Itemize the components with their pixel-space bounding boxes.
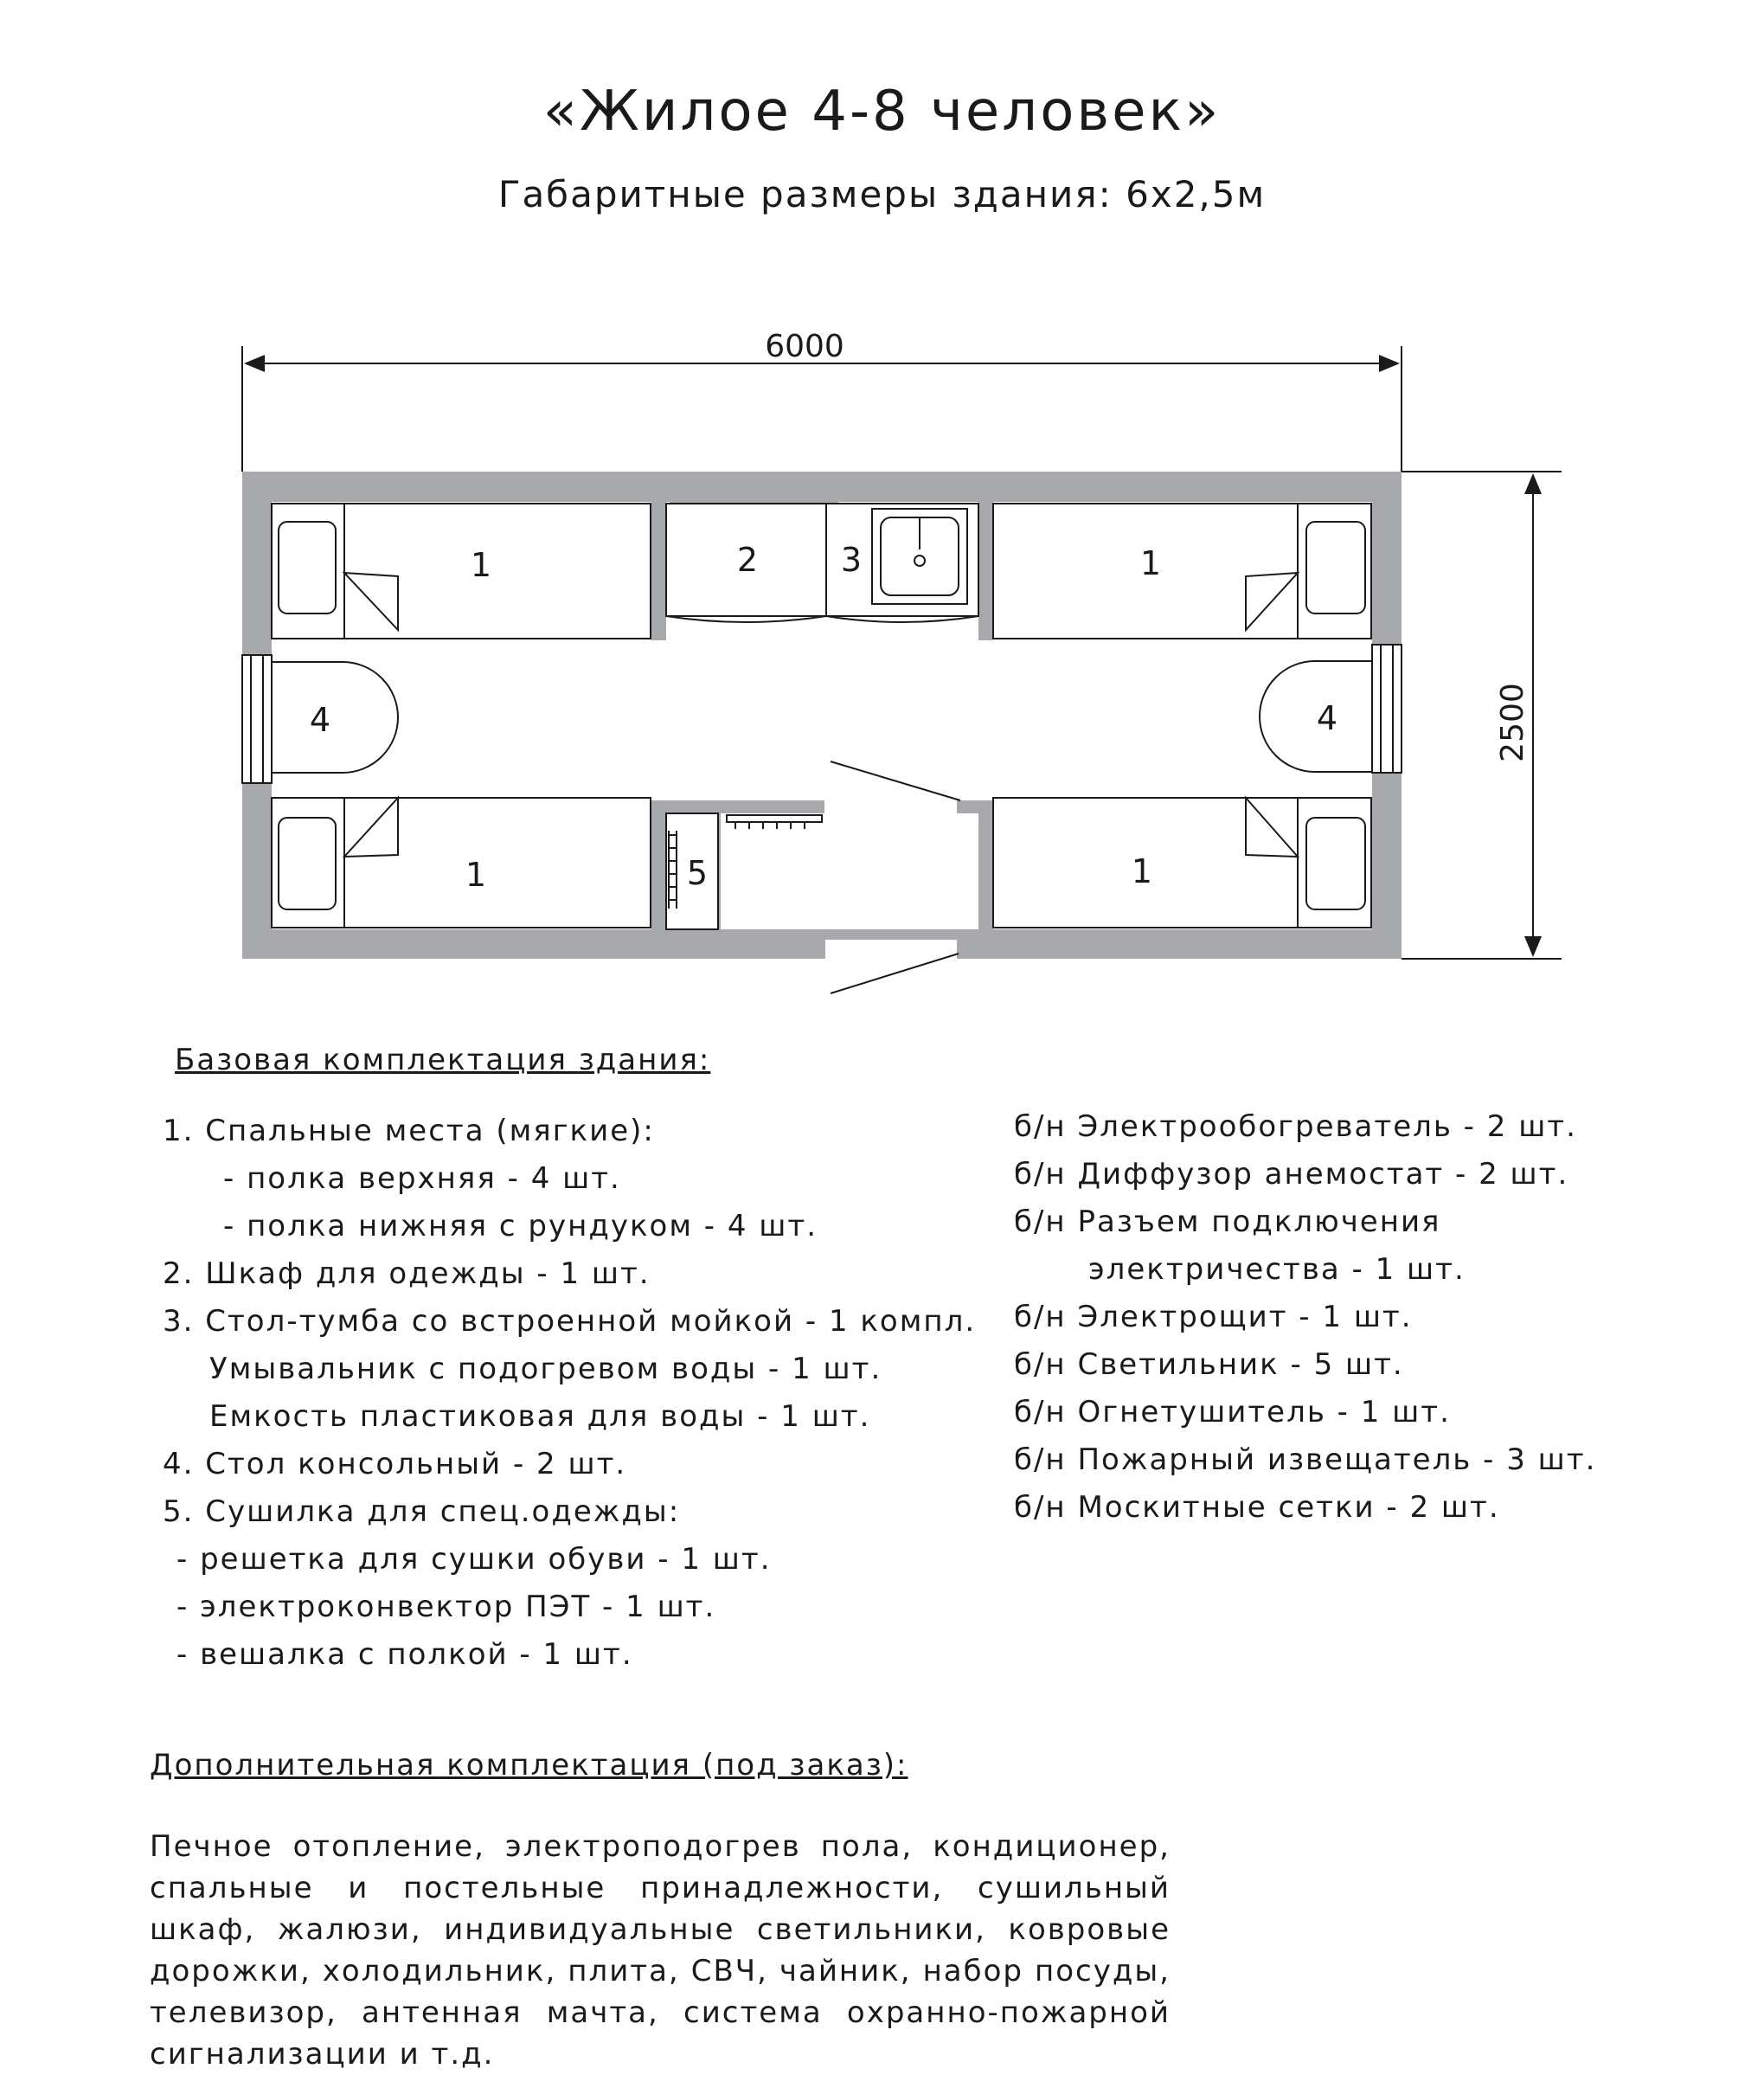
page-title: «Жилое 4-8 человек» — [542, 80, 1222, 144]
list-item: 1. Спальные места (мягкие): — [163, 1114, 655, 1148]
floor-plan — [0, 0, 1764, 1021]
list-item: электричества - 1 шт. — [1088, 1252, 1466, 1287]
wardrobe-label: 2 — [736, 541, 759, 579]
list-item: б/н Разъем подключения — [1014, 1205, 1441, 1239]
additional-equipment-title: Дополнительная комплектация (под заказ): — [150, 1748, 908, 1783]
page-subtitle: Габаритные размеры здания: 6х2,5м — [497, 173, 1267, 215]
base-equipment-title: Базовая комплектация здания: — [175, 1043, 711, 1077]
table-left — [272, 662, 398, 773]
list-item: - решетка для сушки обуви - 1 шт. — [176, 1542, 772, 1577]
bed-label: 1 — [470, 546, 492, 584]
list-item: б/н Светильник - 5 шт. — [1014, 1347, 1404, 1382]
table-label: 4 — [1316, 699, 1338, 737]
list-item: б/н Пожарный извещатель - 3 шт. — [1014, 1442, 1597, 1477]
window-left — [242, 655, 272, 783]
bed-label: 1 — [465, 856, 487, 894]
bed-label: 1 — [1131, 852, 1153, 890]
list-item: Умывальник с подогревом воды - 1 шт. — [209, 1352, 882, 1386]
base-equipment-list-left — [163, 1108, 976, 1679]
height-dimension-label: 2500 — [1495, 683, 1530, 762]
list-item: - полка верхняя - 4 шт. — [223, 1161, 621, 1196]
bed-top-right — [993, 504, 1371, 639]
list-item: - электроконвектор ПЭТ - 1 шт. — [176, 1590, 716, 1624]
bed-bottom-right — [993, 798, 1371, 928]
list-item: б/н Москитные сетки - 2 шт. — [1014, 1490, 1500, 1525]
table-label: 4 — [309, 701, 331, 739]
width-dimension — [242, 346, 1402, 472]
entrance-door — [831, 761, 960, 993]
list-item: 3. Стол-тумба со встроенной мойкой - 1 компл. — [163, 1304, 977, 1339]
list-item: - полка нижняя с рундуком - 4 шт. — [223, 1209, 818, 1243]
list-item: 2. Шкаф для одежды - 1 шт. — [163, 1256, 651, 1291]
additional-equipment-text: Печное отопление, электроподогрев пола, кондиционер, спальные и постельные принадлежности, сушильный шкаф, жалюзи, индивидуальные светильники, ковровые дорожки, холодильник, плита, СВЧ, чайник, набор посуды, телевизор, антенная мачта, система охранно-пожарной сигнализации и т.д. — [150, 1829, 1171, 2072]
sink-label: 3 — [840, 541, 863, 579]
list-item: б/н Огнетушитель - 1 шт. — [1014, 1395, 1451, 1429]
height-dimension — [1402, 472, 1562, 959]
bed-bottom-left — [272, 798, 651, 928]
base-equipment-list-right — [1014, 1103, 1596, 1532]
list-item: б/н Электрообогреватель - 2 шт. — [1014, 1109, 1577, 1144]
list-item: Емкость пластиковая для воды - 1 шт. — [209, 1399, 871, 1434]
dryer-label: 5 — [686, 854, 709, 892]
bed-top-left — [272, 504, 651, 639]
list-item: б/н Диффузор анемостат - 2 шт. — [1014, 1157, 1569, 1192]
bed-label: 1 — [1139, 544, 1162, 582]
list-item: 4. Стол консольный - 2 шт. — [163, 1447, 627, 1481]
width-dimension-label: 6000 — [765, 329, 844, 364]
list-item: - вешалка с полкой - 1 шт. — [176, 1637, 633, 1672]
window-right — [1372, 645, 1402, 773]
list-item: 5. Сушилка для спец.одежды: — [163, 1494, 681, 1529]
list-item: б/н Электрощит - 1 шт. — [1014, 1300, 1413, 1334]
